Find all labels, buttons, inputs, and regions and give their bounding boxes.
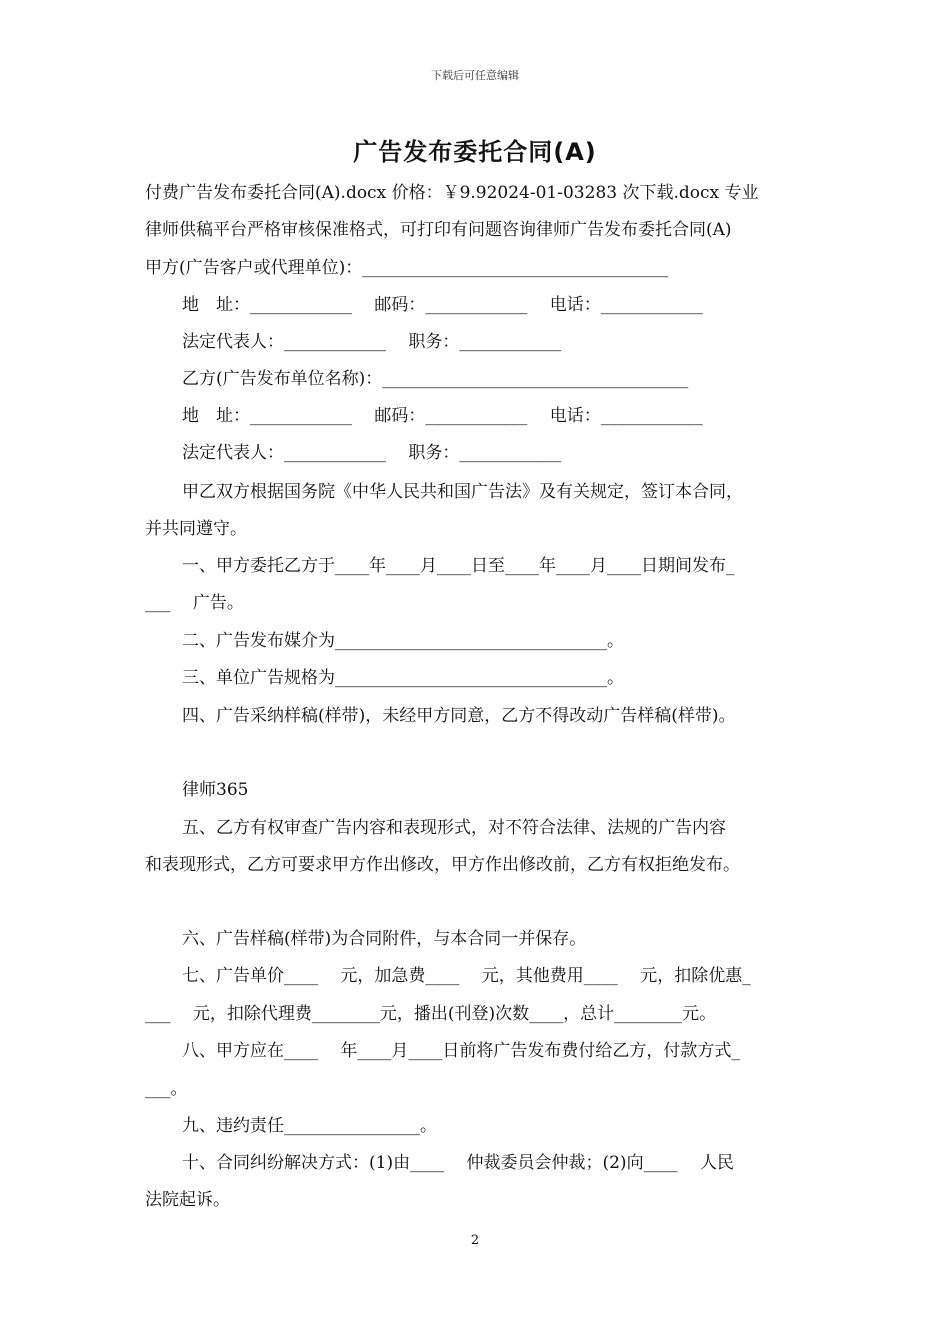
- clause-10-line-2: 法院起诉。: [145, 1190, 230, 1210]
- party-a-address-line: 地 址：____________ 邮码：____________ 电话：____________: [182, 295, 703, 315]
- party-b-name-line: 乙方(广告发布单位名称)：____________________________________: [182, 369, 689, 389]
- clause-1-line-1: 一、甲方委托乙方于____年____月____日至____年____月____日期间发布_: [182, 556, 735, 576]
- clause-8-line-2: ___。: [145, 1079, 188, 1099]
- preamble-line-2: 并共同遵守。: [145, 519, 247, 539]
- party-b-address-line: 地 址：____________ 邮码：____________ 电话：____________: [182, 406, 703, 426]
- clause-10-line-1: 十、合同纠纷解决方式：(1)由____ 仲裁委员会仲裁；(2)向____ 人民: [182, 1153, 734, 1173]
- clause-6: 六、广告样稿(样带)为合同附件，与本合同一并保存。: [182, 929, 587, 949]
- intro-line-2: 律师供稿平台严格审核保准格式，可打印有问题咨询律师广告发布委托合同(A): [145, 220, 732, 240]
- clause-1-line-2: ___ 广告。: [145, 593, 244, 613]
- party-a-rep-line: 法定代表人：____________ 职务：____________: [182, 332, 562, 352]
- clause-7-line-2: ___ 元，扣除代理费________元，播出(刊登)次数____，总计________元。: [145, 1004, 717, 1024]
- lawyer-note: 律师365: [182, 780, 249, 800]
- party-b-rep-line: 法定代表人：____________ 职务：____________: [182, 443, 562, 463]
- page-number: 2: [470, 1233, 480, 1248]
- clause-7-line-1: 七、广告单价____ 元，加急费____ 元，其他费用____ 元，扣除优惠_: [182, 966, 751, 986]
- page-header: 下载后可任意编辑: [431, 69, 519, 82]
- intro-line-1: 付费广告发布委托合同(A).docx 价格：￥9.92024-01-03283 次下载.docx 专业: [145, 183, 759, 203]
- clause-2: 二、广告发布媒介为________________________________。: [182, 631, 624, 651]
- clause-4: 四、广告采纳样稿(样带)，未经甲方同意，乙方不得改动广告样稿(样带)。: [182, 706, 736, 726]
- clause-8-line-1: 八、甲方应在____ 年____月____日前将广告发布费付给乙方，付款方式_: [182, 1041, 740, 1061]
- clause-3: 三、单位广告规格为________________________________。: [182, 668, 624, 688]
- clause-5-line-1: 五、乙方有权审查广告内容和表现形式，对不符合法律、法规的广告内容: [182, 818, 726, 838]
- preamble-line-1: 甲乙双方根据国务院《中华人民共和国广告法》及有关规定，签订本合同，: [182, 482, 743, 502]
- party-a-name-line: 甲方(广告客户或代理单位)：____________________________________: [145, 258, 669, 278]
- clause-9: 九、违约责任________________。: [182, 1116, 437, 1136]
- document-title: 广告发布委托合同(A): [353, 138, 597, 166]
- clause-5-line-2: 和表现形式，乙方可要求甲方作出修改，甲方作出修改前，乙方有权拒绝发布。: [145, 855, 740, 875]
